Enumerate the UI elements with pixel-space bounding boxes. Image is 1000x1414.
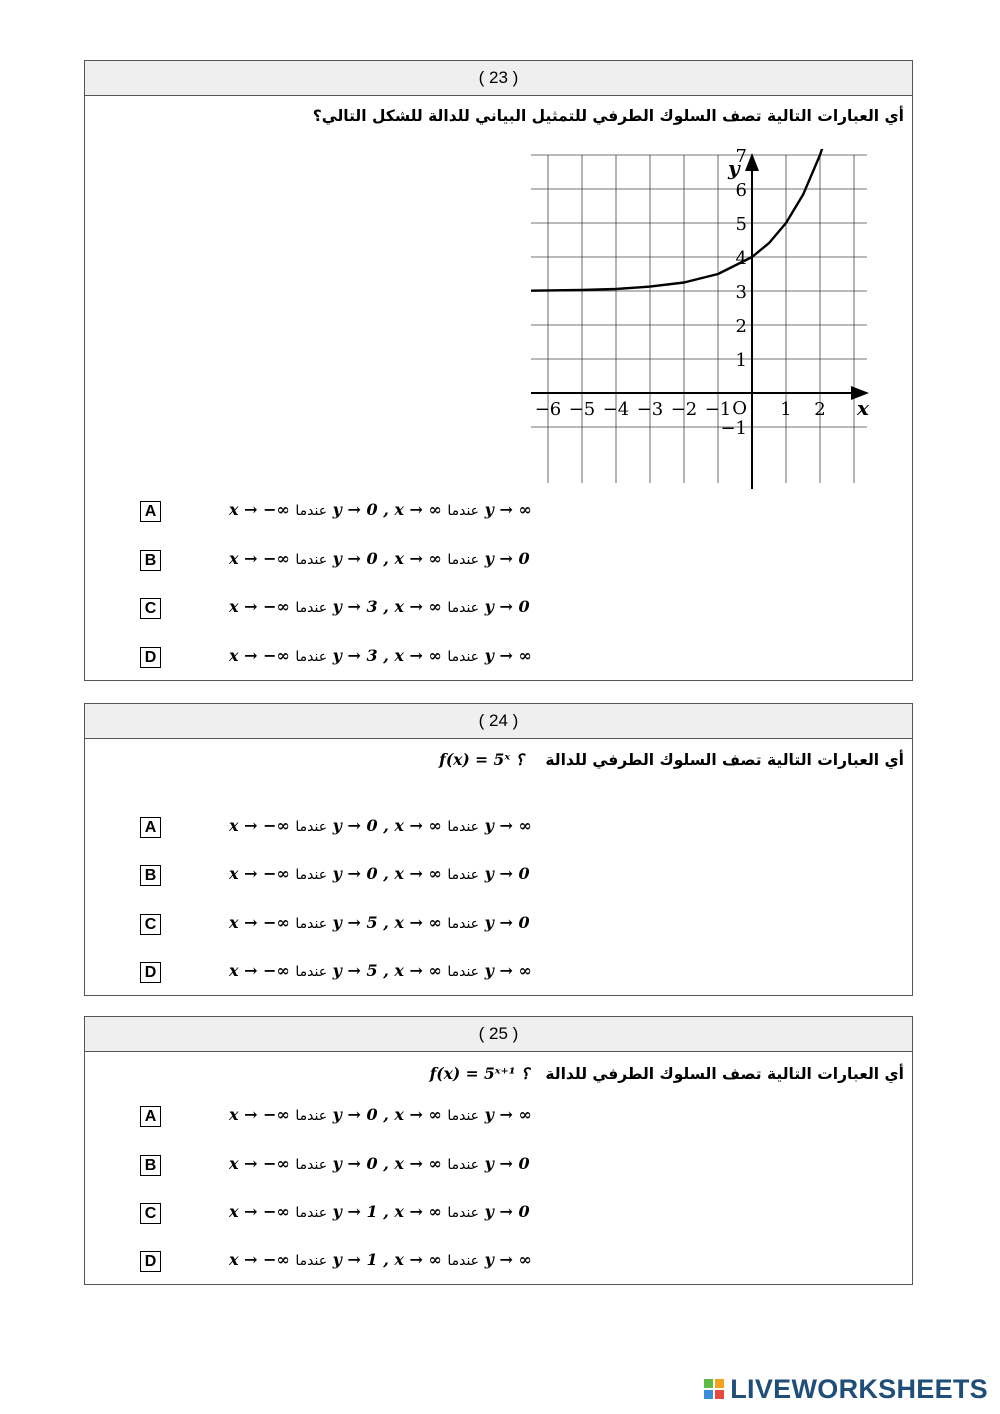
y-axis-label: y [728,156,740,180]
x-tick-label: −1 [704,399,732,420]
option-c[interactable] [85,913,912,939]
x-tick-label: 1 [780,399,792,420]
x-tick-label: −2 [670,399,698,420]
option-a[interactable] [85,1105,912,1131]
question-25 [84,1016,913,1285]
function-curve [531,149,830,291]
option-d[interactable] [85,646,912,672]
option-letter: A [140,1106,161,1127]
question-23 [84,60,913,681]
option-a[interactable] [85,816,912,842]
y-tick-label: 1 [735,350,747,371]
option-b[interactable] [85,1154,912,1180]
option-text: x → −∞ عندما y → 0 , x → ∞ عندما y → ∞ [229,1105,532,1124]
grid [531,149,867,483]
graph [531,149,871,489]
question-24 [84,703,913,996]
series-line [531,149,830,291]
option-letter: C [140,598,161,619]
x-tick-label: 2 [814,399,826,420]
option-letter: D [140,1251,161,1272]
option-letter: C [140,914,161,935]
option-text: x → −∞ عندما y → 3 , x → ∞ عندما y → 0 [229,597,530,616]
question-number: ( 24 ) [85,704,912,739]
y-tick-label: 6 [735,180,747,201]
option-c[interactable] [85,1202,912,1228]
option-letter: B [140,550,161,571]
y-tick-label: 7 [735,149,747,167]
option-b[interactable] [85,864,912,890]
question-text-arabic: أي العبارات التالية تصف السلوك الطرفي للتمثيل البياني للدالة للشكل التالي؟ [312,107,904,125]
y-tick-label: −1 [720,418,747,439]
question-formula: f(x) = 5ˣ ؟ [439,750,524,769]
x-tick-label: −6 [534,399,562,420]
option-text: x → −∞ عندما y → 0 , x → ∞ عندما y → ∞ [229,500,532,519]
option-text: x → −∞ عندما y → 0 , x → ∞ عندما y → ∞ [229,816,532,835]
option-letter: B [140,865,161,886]
y-tick-label: 2 [735,316,747,337]
logo-icon [704,1379,724,1399]
question-number: ( 25 ) [85,1017,912,1052]
y-tick-label: 3 [735,282,747,303]
option-a[interactable] [85,500,912,526]
question-text [430,1064,904,1083]
option-b[interactable] [85,549,912,575]
x-axis-label: x [857,396,869,420]
question-text [439,750,904,769]
option-text: x → −∞ عندما y → 5 , x → ∞ عندما y → ∞ [229,961,532,980]
question-text-arabic: أي العبارات التالية تصف السلوك الطرفي للدالة [545,751,904,769]
option-text: x → −∞ عندما y → 1 , x → ∞ عندما y → ∞ [229,1250,532,1269]
origin-label: O [732,398,747,419]
option-text: x → −∞ عندما y → 0 , x → ∞ عندما y → 0 [229,1154,530,1173]
option-letter: A [140,501,161,522]
option-letter: C [140,1203,161,1224]
option-text: x → −∞ عندما y → 0 , x → ∞ عندما y → 0 [229,864,530,883]
x-tick-label: −4 [602,399,630,420]
question-text-arabic: أي العبارات التالية تصف السلوك الطرفي للدالة [545,1065,904,1083]
x-tick-label: −3 [636,399,664,420]
x-tick-label: −5 [568,399,596,420]
option-d[interactable] [85,961,912,987]
option-text: x → −∞ عندما y → 0 , x → ∞ عندما y → 0 [229,549,530,568]
option-letter: B [140,1155,161,1176]
question-text [313,107,904,125]
question-formula: f(x) = 5ˣ⁺¹ ؟ [429,1064,530,1083]
option-text: x → −∞ عندما y → 1 , x → ∞ عندما y → 0 [229,1202,530,1221]
option-d[interactable] [85,1250,912,1276]
option-text: x → −∞ عندما y → 3 , x → ∞ عندما y → ∞ [229,646,532,665]
option-letter: A [140,817,161,838]
logo-text: LIVEWORKSHEETS [730,1373,988,1404]
option-text: x → −∞ عندما y → 5 , x → ∞ عندما y → 0 [229,913,530,932]
liveworksheets-logo [704,1372,988,1406]
option-letter: D [140,962,161,983]
y-tick-label: 5 [735,214,747,235]
option-c[interactable] [85,597,912,623]
y-tick-label: 4 [735,248,747,269]
y-axis-arrow [745,153,759,171]
question-number: ( 23 ) [85,61,912,96]
option-letter: D [140,647,161,668]
